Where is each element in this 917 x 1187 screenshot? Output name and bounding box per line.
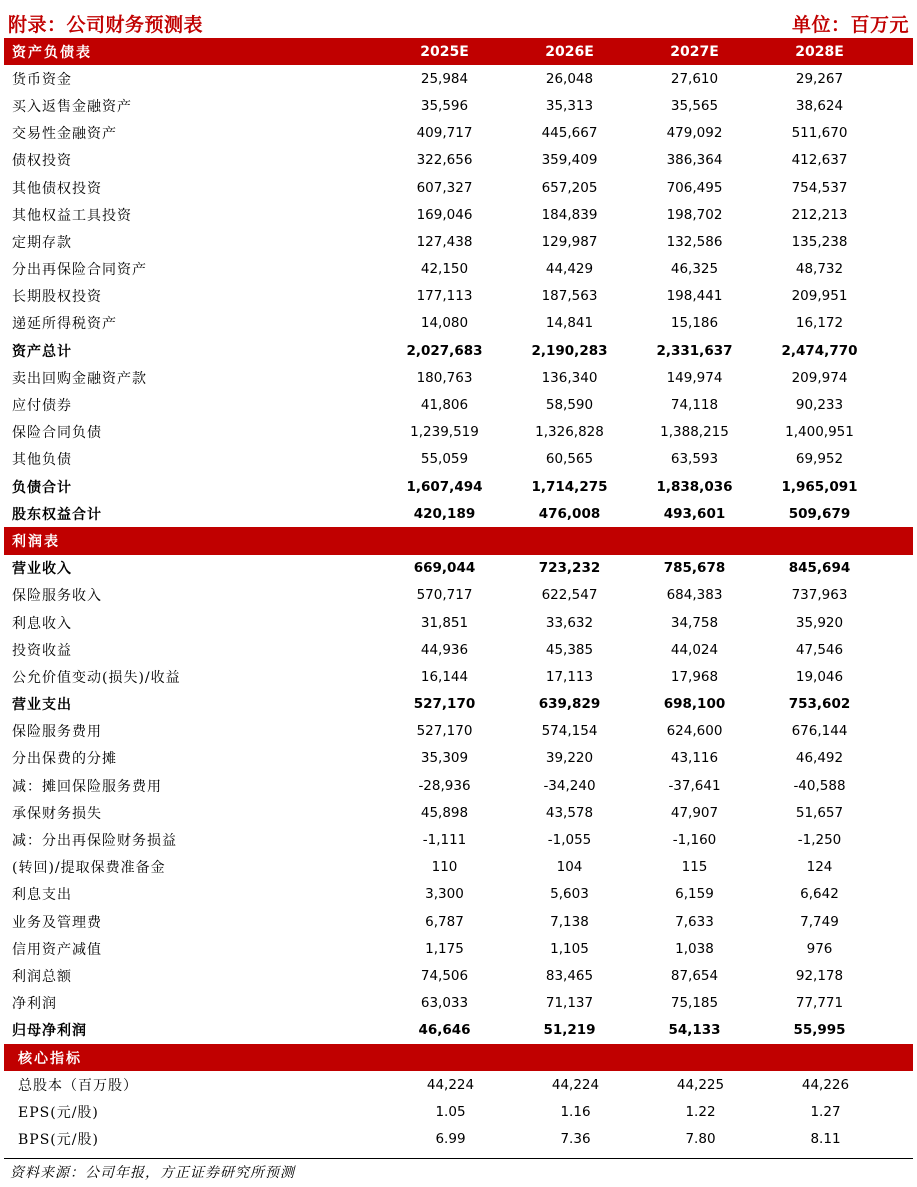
cell-value: 6,159: [675, 886, 714, 903]
cell-value: 42,150: [420, 261, 469, 278]
cell-value: 657,205: [541, 179, 598, 196]
cell-value: 445,667: [541, 125, 598, 142]
table-row: [4, 446, 913, 473]
cell-value: 90,233: [795, 397, 844, 414]
footer-divider: [4, 1158, 913, 1159]
cell-value: 409,717: [416, 125, 473, 142]
cell-value: 44,225: [676, 1076, 725, 1093]
table-row: [4, 419, 913, 446]
cell-value: 6,642: [800, 886, 839, 903]
cell-value: -34,240: [543, 777, 596, 794]
table-row: [4, 718, 913, 745]
table-row: [4, 636, 913, 663]
cell-value: 209,951: [791, 288, 848, 305]
row-label: 其他债权投资: [12, 180, 102, 197]
cell-value: 44,024: [670, 641, 719, 658]
cell-value: 14,080: [420, 315, 469, 332]
cell-value: 476,008: [538, 505, 601, 522]
cell-value: 1,239,519: [410, 424, 479, 441]
cell-value: 44,224: [426, 1076, 475, 1093]
row-label: (转回)/提取保费准备金: [12, 860, 166, 877]
table-row-total: [4, 1017, 913, 1044]
cell-value: 17,113: [545, 668, 594, 685]
cell-value: 527,170: [413, 696, 476, 713]
table-row: [4, 745, 913, 772]
cell-value: 698,100: [663, 696, 726, 713]
table-row: [4, 364, 913, 391]
row-label: 分出再保险合同资产: [12, 262, 147, 279]
cell-value: 6.99: [435, 1131, 466, 1148]
cell-value: 7.36: [560, 1131, 591, 1148]
cell-value: 1,175: [425, 940, 464, 957]
cell-value: 104: [556, 859, 583, 876]
row-label: 定期存款: [12, 234, 72, 251]
cell-value: 7,138: [550, 913, 589, 930]
cell-value: 412,637: [791, 152, 848, 169]
cell-value: 69,952: [795, 451, 844, 468]
cell-value: 1.27: [810, 1103, 841, 1120]
cell-value: 1,038: [675, 940, 714, 957]
cell-value: 51,657: [795, 804, 844, 821]
cell-value: 570,717: [416, 587, 473, 604]
table-row: [4, 935, 913, 962]
table-row-total: [4, 337, 913, 364]
cell-value: 1.05: [435, 1103, 466, 1120]
cell-value: -1,250: [797, 832, 842, 849]
cell-value: 44,429: [545, 261, 594, 278]
cell-value: 676,144: [791, 723, 848, 740]
unit-label: 单位：百万元: [791, 14, 909, 36]
cell-value: 115: [681, 859, 708, 876]
row-label: 长期股权投资: [12, 289, 102, 306]
cell-value: 322,656: [416, 152, 473, 169]
table-row: [4, 908, 913, 935]
cell-value: 51,219: [543, 1022, 596, 1039]
row-label: 承保财务损失: [12, 805, 102, 822]
table-row: [4, 201, 913, 228]
cell-value: 55,059: [420, 451, 469, 468]
cell-value: 16,144: [420, 668, 469, 685]
cell-value: 25,984: [420, 70, 469, 87]
cell-value: 7,749: [800, 913, 839, 930]
cell-value: 60,565: [545, 451, 594, 468]
page-title: 附录：公司财务预测表: [8, 14, 204, 36]
cell-value: 2,474,770: [781, 342, 858, 359]
table-row: [4, 1098, 913, 1125]
cell-value: 77,771: [795, 995, 844, 1012]
cell-value: 29,267: [795, 70, 844, 87]
row-label: 净利润: [12, 996, 57, 1013]
cell-value: 92,178: [795, 967, 844, 984]
cell-value: 33,632: [545, 614, 594, 631]
cell-value: 2,190,283: [531, 342, 608, 359]
cell-value: 48,732: [795, 261, 844, 278]
table-row-total: [4, 555, 913, 582]
cell-value: 35,596: [420, 97, 469, 114]
year-header: 2028E: [795, 43, 844, 60]
row-label: 卖出回购金融资产款: [12, 370, 147, 387]
cell-value: 359,409: [541, 152, 598, 169]
cell-value: 639,829: [538, 696, 601, 713]
row-label: 货币资金: [12, 71, 72, 88]
cell-value: 1,838,036: [656, 478, 733, 495]
cell-value: 845,694: [788, 560, 851, 577]
cell-value: 180,763: [416, 369, 473, 386]
cell-value: 135,238: [791, 233, 848, 250]
cell-value: 3,300: [425, 886, 464, 903]
cell-value: 14,841: [545, 315, 594, 332]
income-section-title: 利润表: [12, 533, 60, 550]
cell-value: 737,963: [791, 587, 848, 604]
cell-value: 63,033: [420, 995, 469, 1012]
cell-value: 58,590: [545, 397, 594, 414]
cell-value: 149,974: [666, 369, 723, 386]
row-label: 保险服务费用: [12, 724, 102, 741]
row-label: 债权投资: [12, 153, 72, 170]
cell-value: 35,920: [795, 614, 844, 631]
row-label: 信用资产减值: [12, 941, 102, 958]
cell-value: 386,364: [666, 152, 723, 169]
cell-value: 1,714,275: [531, 478, 608, 495]
cell-value: 39,220: [545, 750, 594, 767]
cell-value: 41,806: [420, 397, 469, 414]
cell-value: 624,600: [666, 723, 723, 740]
cell-value: 75,185: [670, 995, 719, 1012]
table-row: [4, 256, 913, 283]
year-header: 2025E: [420, 43, 469, 60]
cell-value: 198,702: [666, 206, 723, 223]
cell-value: 479,092: [666, 125, 723, 142]
cell-value: 177,113: [416, 288, 473, 305]
cell-value: 129,987: [541, 233, 598, 250]
cell-value: 8.11: [810, 1131, 841, 1148]
table-row: [4, 1071, 913, 1098]
table-row-total: [4, 691, 913, 718]
cell-value: 754,537: [791, 179, 848, 196]
core-section-header: [4, 1044, 913, 1071]
cell-value: -28,936: [418, 777, 471, 794]
cell-value: 7.80: [685, 1131, 716, 1148]
table-row: [4, 990, 913, 1017]
row-label: 交易性金融资产: [12, 126, 117, 143]
row-label: 营业支出: [12, 697, 72, 714]
cell-value: 527,170: [416, 723, 473, 740]
cell-value: 44,226: [801, 1076, 850, 1093]
cell-value: 753,602: [788, 696, 851, 713]
cell-value: 684,383: [666, 587, 723, 604]
cell-value: -37,641: [668, 777, 721, 794]
year-header: 2026E: [545, 43, 594, 60]
cell-value: 74,506: [420, 967, 469, 984]
row-label: 归母净利润: [12, 1023, 87, 1040]
cell-value: 1,400,951: [785, 424, 854, 441]
cell-value: 34,758: [670, 614, 719, 631]
table-row: [4, 310, 913, 337]
row-label: EPS(元/股): [18, 1104, 99, 1121]
cell-value: 110: [431, 859, 458, 876]
table-row: [4, 962, 913, 989]
cell-value: 74,118: [670, 397, 719, 414]
cell-value: 622,547: [541, 587, 598, 604]
row-label: 其他负债: [12, 452, 72, 469]
row-label: 总股本（百万股）: [18, 1077, 138, 1094]
cell-value: 17,968: [670, 668, 719, 685]
cell-value: 2,331,637: [656, 342, 733, 359]
cell-value: 47,907: [670, 804, 719, 821]
row-label: 其他权益工具投资: [12, 207, 132, 224]
row-label: 公允价值变动(损失)/收益: [12, 669, 181, 686]
cell-value: -40,588: [793, 777, 846, 794]
row-label: 保险合同负债: [12, 425, 102, 442]
row-label: 股东权益合计: [12, 506, 102, 523]
table-row: [4, 65, 913, 92]
forecast-table: [4, 38, 913, 1153]
table-row: [4, 283, 913, 310]
cell-value: -1,160: [672, 832, 717, 849]
income-section-header: [4, 527, 913, 554]
cell-value: -1,111: [422, 832, 467, 849]
cell-value: 574,154: [541, 723, 598, 740]
cell-value: -1,055: [547, 832, 592, 849]
cell-value: 2,027,683: [406, 342, 483, 359]
row-label: 递延所得税资产: [12, 316, 117, 333]
row-label: 利息收入: [12, 615, 72, 632]
row-label: 应付债券: [12, 398, 72, 415]
cell-value: 1,607,494: [406, 478, 483, 495]
cell-value: 706,495: [666, 179, 723, 196]
table-row: [4, 1126, 913, 1153]
source-note: 资料来源：公司年报，方正证券研究所预测: [10, 1165, 295, 1181]
cell-value: 7,633: [675, 913, 714, 930]
balance-section-title: 资产负债表: [12, 44, 92, 61]
row-label: 负债合计: [12, 479, 72, 496]
cell-value: 71,137: [545, 995, 594, 1012]
cell-value: 1,105: [550, 940, 589, 957]
year-header: 2027E: [670, 43, 719, 60]
row-label: 利息支出: [12, 887, 72, 904]
table-row: [4, 772, 913, 799]
cell-value: 54,133: [668, 1022, 721, 1039]
cell-value: 83,465: [545, 967, 594, 984]
cell-value: 26,048: [545, 70, 594, 87]
cell-value: 132,586: [666, 233, 723, 250]
row-label: 业务及管理费: [12, 914, 102, 931]
cell-value: 6,787: [425, 913, 464, 930]
cell-value: 5,603: [550, 886, 589, 903]
table-row: [4, 881, 913, 908]
cell-value: 212,213: [791, 206, 848, 223]
cell-value: 55,995: [793, 1022, 846, 1039]
table-row: [4, 609, 913, 636]
cell-value: 976: [806, 940, 833, 957]
table-row: [4, 147, 913, 174]
core-section-title: 核心指标: [18, 1050, 82, 1067]
table-row: [4, 826, 913, 853]
cell-value: 47,546: [795, 641, 844, 658]
cell-value: 46,325: [670, 261, 719, 278]
cell-value: 46,646: [418, 1022, 471, 1039]
cell-value: 45,898: [420, 804, 469, 821]
cell-value: 43,578: [545, 804, 594, 821]
cell-value: 44,936: [420, 641, 469, 658]
cell-value: 19,046: [795, 668, 844, 685]
row-label: 减：摊回保险服务费用: [12, 778, 162, 795]
cell-value: 198,441: [666, 288, 723, 305]
row-label: 买入返售金融资产: [12, 98, 132, 115]
cell-value: 1,965,091: [781, 478, 858, 495]
cell-value: 785,678: [663, 560, 726, 577]
cell-value: 87,654: [670, 967, 719, 984]
table-row: [4, 92, 913, 119]
table-row: [4, 228, 913, 255]
cell-value: 1.16: [560, 1103, 591, 1120]
cell-value: 44,224: [551, 1076, 600, 1093]
cell-value: 46,492: [795, 750, 844, 767]
cell-value: 27,610: [670, 70, 719, 87]
cell-value: 35,565: [670, 97, 719, 114]
balance-section-header: [4, 38, 913, 65]
table-row: [4, 120, 913, 147]
table-row: [4, 663, 913, 690]
cell-value: 31,851: [420, 614, 469, 631]
cell-value: 669,044: [413, 560, 476, 577]
table-row: [4, 854, 913, 881]
cell-value: 493,601: [663, 505, 726, 522]
cell-value: 43,116: [670, 750, 719, 767]
cell-value: 420,189: [413, 505, 476, 522]
row-label: 利润总额: [12, 968, 72, 985]
cell-value: 723,232: [538, 560, 601, 577]
cell-value: 136,340: [541, 369, 598, 386]
cell-value: 511,670: [791, 125, 848, 142]
table-row: [4, 391, 913, 418]
row-label: 分出保费的分摊: [12, 751, 117, 768]
row-label: BPS(元/股): [18, 1132, 99, 1149]
cell-value: 35,313: [545, 97, 594, 114]
row-label: 保险服务收入: [12, 588, 102, 605]
cell-value: 45,385: [545, 641, 594, 658]
table-row-total: [4, 473, 913, 500]
cell-value: 187,563: [541, 288, 598, 305]
cell-value: 16,172: [795, 315, 844, 332]
cell-value: 509,679: [788, 505, 851, 522]
cell-value: 1.22: [685, 1103, 716, 1120]
cell-value: 1,326,828: [535, 424, 604, 441]
cell-value: 1,388,215: [660, 424, 729, 441]
row-label: 投资收益: [12, 642, 72, 659]
cell-value: 38,624: [795, 97, 844, 114]
table-row: [4, 582, 913, 609]
cell-value: 15,186: [670, 315, 719, 332]
cell-value: 63,593: [670, 451, 719, 468]
cell-value: 127,438: [416, 233, 473, 250]
table-row: [4, 799, 913, 826]
row-label: 营业收入: [12, 561, 72, 578]
table-row-total: [4, 500, 913, 527]
cell-value: 35,309: [420, 750, 469, 767]
table-row: [4, 174, 913, 201]
row-label: 减：分出再保险财务损益: [12, 833, 177, 850]
cell-value: 124: [806, 859, 833, 876]
cell-value: 169,046: [416, 206, 473, 223]
cell-value: 607,327: [416, 179, 473, 196]
cell-value: 184,839: [541, 206, 598, 223]
row-label: 资产总计: [12, 343, 72, 360]
cell-value: 209,974: [791, 369, 848, 386]
